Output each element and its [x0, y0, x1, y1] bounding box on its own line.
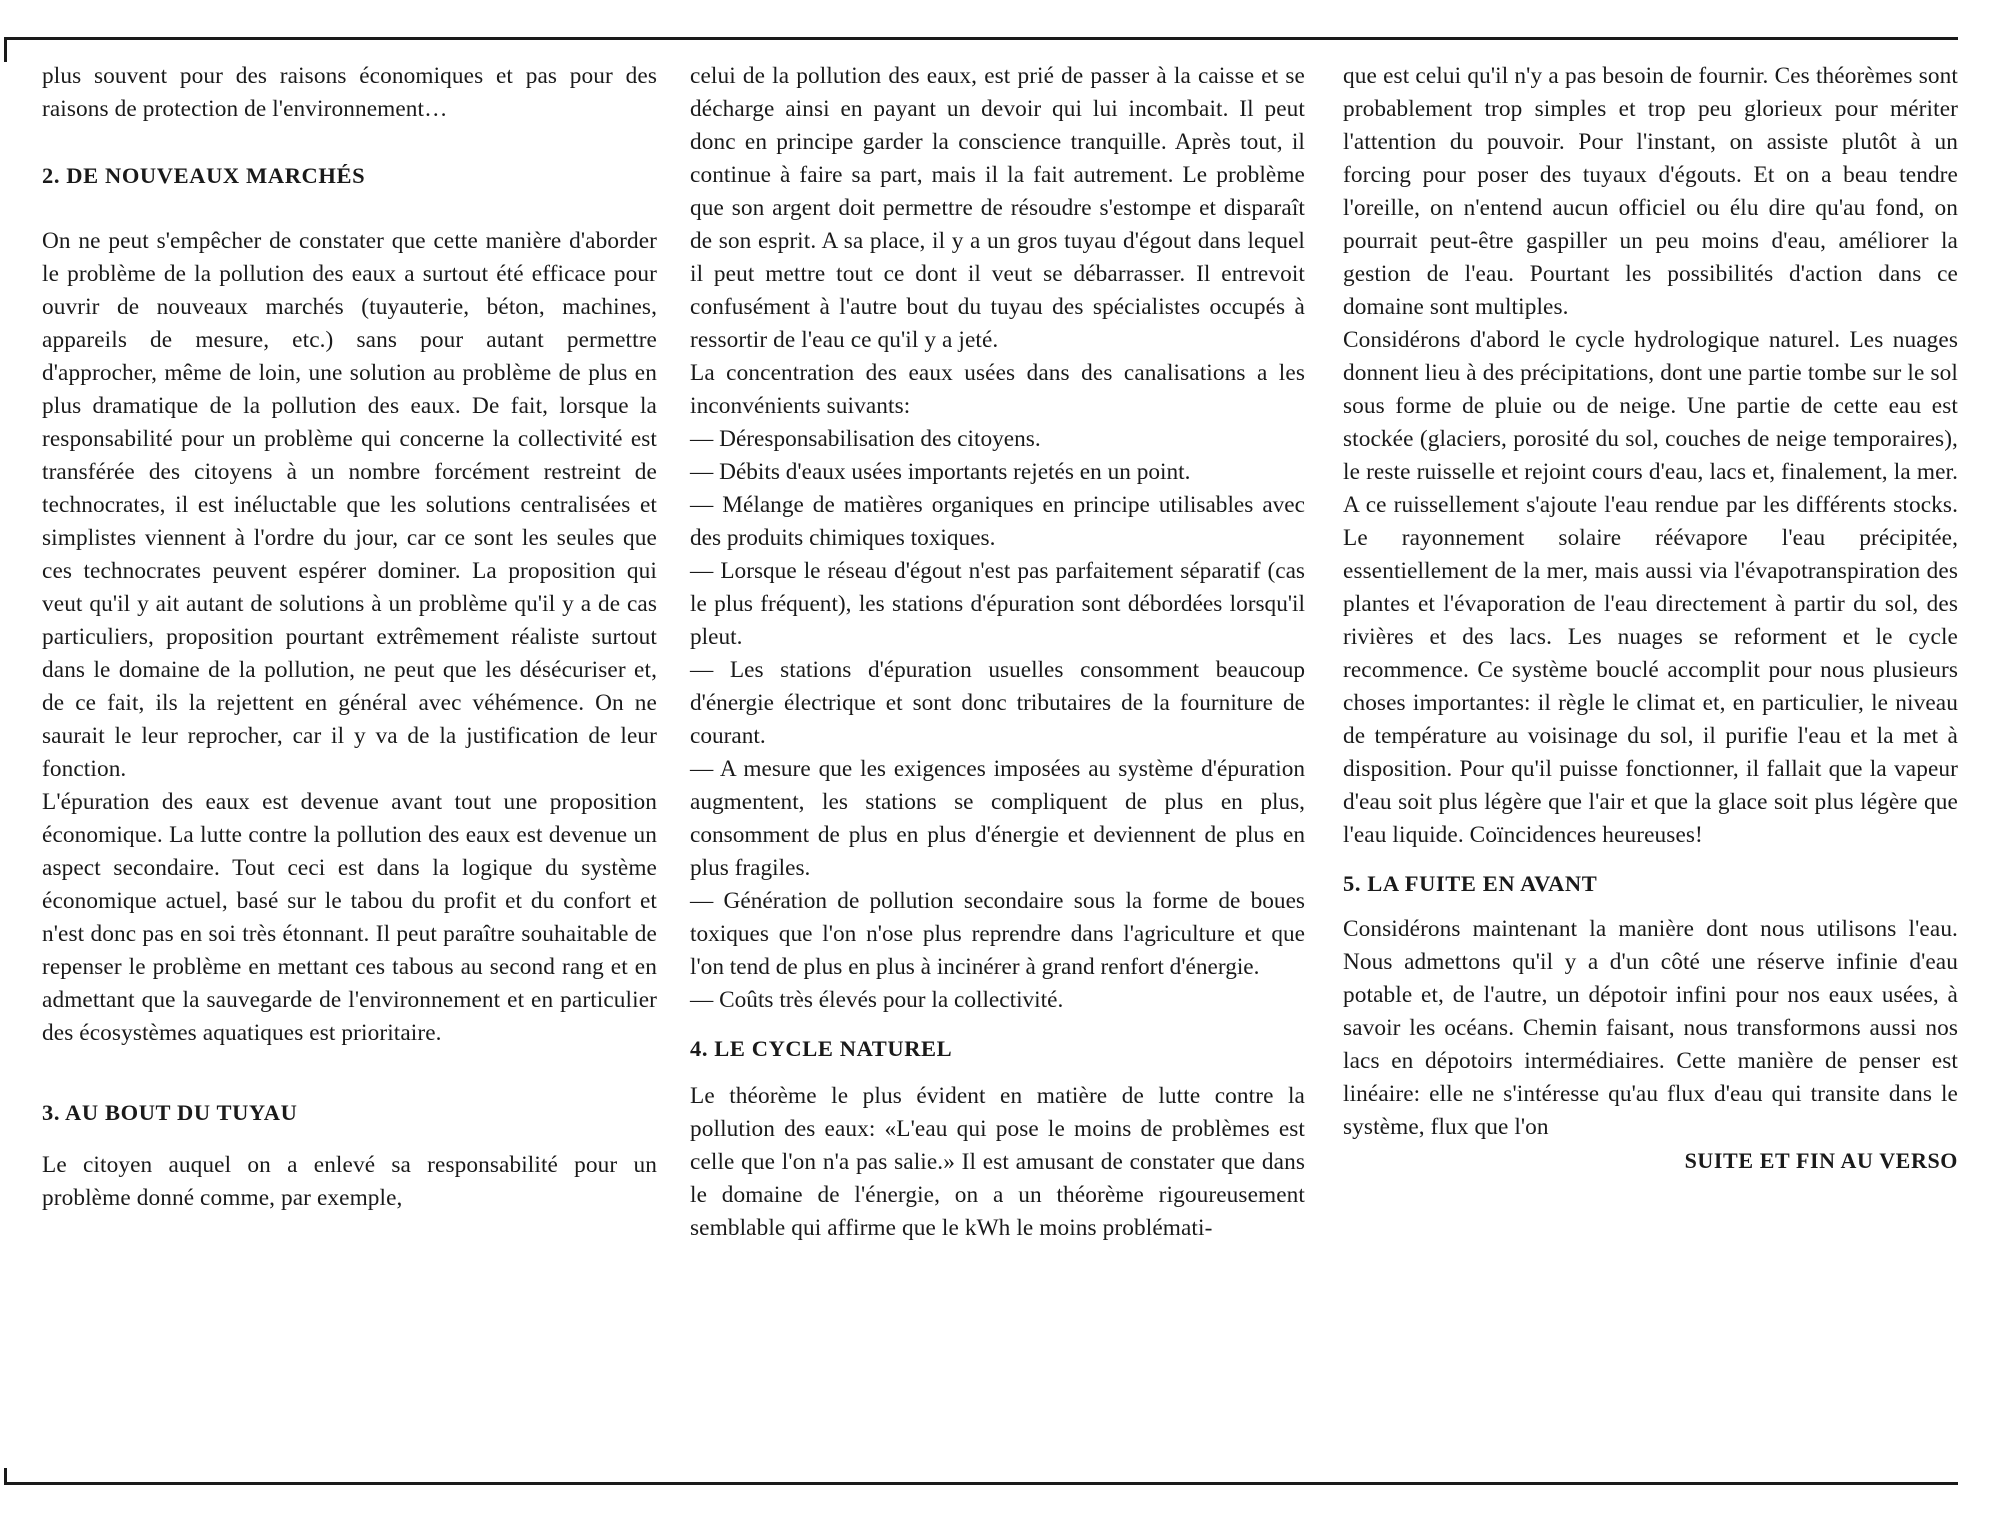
column-1 [42, 60, 657, 1215]
list-item: — Les stations d'épuration usuelles consomment beaucoup d'énergie électrique et sont donc tributaires de la fourniture de courant. [690, 657, 1305, 749]
paragraph: L'épuration des eaux est devenue avant tout une proposition économique. La lutte contre la pollution des eaux est devenue un aspect secondaire. Tout ceci est dans la logique du système économique actuel, basé sur le tabou du profit et du confort et n'est donc pas en soi très étonnant. Il peut paraître souhaitable de repenser le problème en mettant ces tabous au second rang et en admettant que la sauvegarde de l'environnement et en particulier des écosystèmes aquatiques est prioritaire. [42, 789, 657, 1046]
list-item: — Débits d'eaux usées importants rejetés en un point. [690, 459, 1191, 485]
continued-notice: SUITE ET FIN AU VERSO [1684, 1148, 1958, 1173]
paragraph: Considérons d'abord le cycle hydrologique naturel. Les nuages donnent lieu à des précipitations, dont une partie tombe sur le sol sous forme de pluie ou de neige. Une partie de cette eau est stockée (glaciers, porosité du sol, couches de neige temporaires), le reste ruisselle et rejoint cours d'eau, lacs et, finalement, la mer. A ce ruissellement s'ajoute l'eau rendue par les différents stocks. Le rayonnement solaire réévapore l'eau précipitée, essentiellement de la mer, mais aussi via l'évapotranspiration des plantes et l'évaporation de l'eau directement à partir du sol, des rivières et des lacs. Les nuages se reforment et le cycle recommence. Ce système bouclé accomplit pour nous plusieurs choses importantes: il règle le climat et, en particulier, le niveau de température au voisinage du sol, il purifie l'eau et la met à disposition. Pour qu'il puisse fonctionner, il fallait que la vapeur d'eau soit plus légère que l'air et que la glace soit plus légère que l'eau liquide. Coïncidences heureuses! [1343, 327, 1958, 848]
top-rule [4, 37, 1958, 40]
section-heading-3: 3. AU BOUT DU TUYAU [42, 1100, 298, 1125]
list-item: — A mesure que les exigences imposées au système d'épuration augmentent, les stations se compliquent de plus en plus, consomment de plus en plus d'énergie et deviennent de plus en plus fragiles. [690, 756, 1305, 881]
paragraph: Le théorème le plus évident en matière de lutte contre la pollution des eaux: «L'eau qui pose le moins de problèmes est celle que l'on n'a pas salie.» Il est amusant de constater que dans le domaine de l'énergie, on a un théorème rigoureusement semblable qui affirme que le kWh le moins problémati- [690, 1083, 1305, 1241]
list-item: — Déresponsabilisation des citoyens. [690, 426, 1041, 452]
list-item: — Lorsque le réseau d'égout n'est pas parfaitement séparatif (cas le plus fréquent), les stations d'épuration sont débordées lorsqu'il pleut. [690, 558, 1305, 650]
bottom-rule [4, 1482, 1958, 1485]
paragraph: On ne peut s'empêcher de constater que cette manière d'aborder le problème de la pollution des eaux a surtout été efficace pour ouvrir de nouveaux marchés (tuyauterie, béton, machines, appareils de mesure, etc.) sans pour autant permettre d'approcher, même de loin, une solution au problème de plus en plus dramatique de la pollution des eaux. De fait, lorsque la responsabilité pour un problème qui concerne la collectivité est transférée des citoyens à un nombre forcément restreint de technocrates, il est inéluctable que les solutions centralisées et simplistes viennent à l'ordre du jour, car ce sont les seules que ces technocrates peuvent espérer dominer. La proposition qui veut qu'il y ait autant de solutions à un problème qu'il y a de cas particuliers, proposition pourtant extrêmement réaliste surtout dans le domaine de la pollution, ne peut que les désécuriser et, de ce fait, ils la rejettent en général avec véhémence. On ne saurait le leur reprocher, car il y va de la justification de leur fonction. [42, 228, 657, 782]
paragraph: Le citoyen auquel on a enlevé sa responsabilité pour un problème donné comme, par exemple, [42, 1152, 657, 1211]
column-2 [690, 60, 1305, 1245]
list-item: — Mélange de matières organiques en principe utilisables avec des produits chimiques toxiques. [690, 492, 1305, 551]
paragraph: La concentration des eaux usées dans des canalisations a les inconvénients suivants: [690, 360, 1305, 419]
paragraph: Considérons maintenant la manière dont nous utilisons l'eau. Nous admettons qu'il y a d'un côté une réserve infinie d'eau potable et, de l'autre, un dépotoir infini pour nos eaux usées, à savoir les océans. Chemin faisant, nous transformons aussi nos lacs en dépotoirs intermédiaires. Cette manière de penser est linéaire: elle ne s'intéresse qu'au flux d'eau qui transite dans le système, flux que l'on [1343, 916, 1958, 1140]
paragraph: plus souvent pour des raisons économiques et pas pour des raisons de protection de l'environnement… [42, 63, 657, 122]
section-heading-5: 5. LA FUITE EN AVANT [1343, 871, 1598, 896]
paragraph: que est celui qu'il n'y a pas besoin de fournir. Ces théorèmes sont probablement trop simples et trop peu glorieux pour mériter l'attention du pouvoir. Pour l'instant, on assiste plutôt à un forcing pour poser des tuyaux d'égouts. Et on a beau tendre l'oreille, on n'entend aucun officiel ou élu dire qu'au fond, on pourrait peut-être gaspiller un peu moins d'eau, améliorer la gestion de l'eau. Pourtant les possibilités d'action dans ce domaine sont multiples. [1343, 63, 1958, 320]
section-heading-4: 4. LE CYCLE NATUREL [690, 1036, 953, 1061]
bottom-rule-tick [4, 1468, 7, 1484]
list-item: — Génération de pollution secondaire sous la forme de boues toxiques que l'on n'ose plus reprendre dans l'agriculture et que l'on tend de plus en plus à incinérer à grand renfort d'énergie. [690, 888, 1305, 980]
list-item: — Coûts très élevés pour la collectivité. [690, 987, 1064, 1013]
section-heading-2: 2. DE NOUVEAUX MARCHÉS [42, 163, 366, 188]
column-3 [1343, 60, 1958, 1177]
top-rule-tick [4, 40, 7, 62]
paragraph: celui de la pollution des eaux, est prié de passer à la caisse et se décharge ainsi en payant un devoir qui lui incombait. Il peut donc en principe garder la conscience tranquille. Après tout, il continue à faire sa part, mais il la fait autrement. Le problème que son argent doit permettre de résoudre s'estompe et disparaît de son esprit. A sa place, il y a un gros tuyau d'égout dans lequel il peut mettre tout ce dont il veut se débarrasser. Il entrevoit confusément à l'autre bout du tuyau des spécialistes occupés à ressortir de l'eau ce qu'il y a jeté. [690, 63, 1305, 353]
